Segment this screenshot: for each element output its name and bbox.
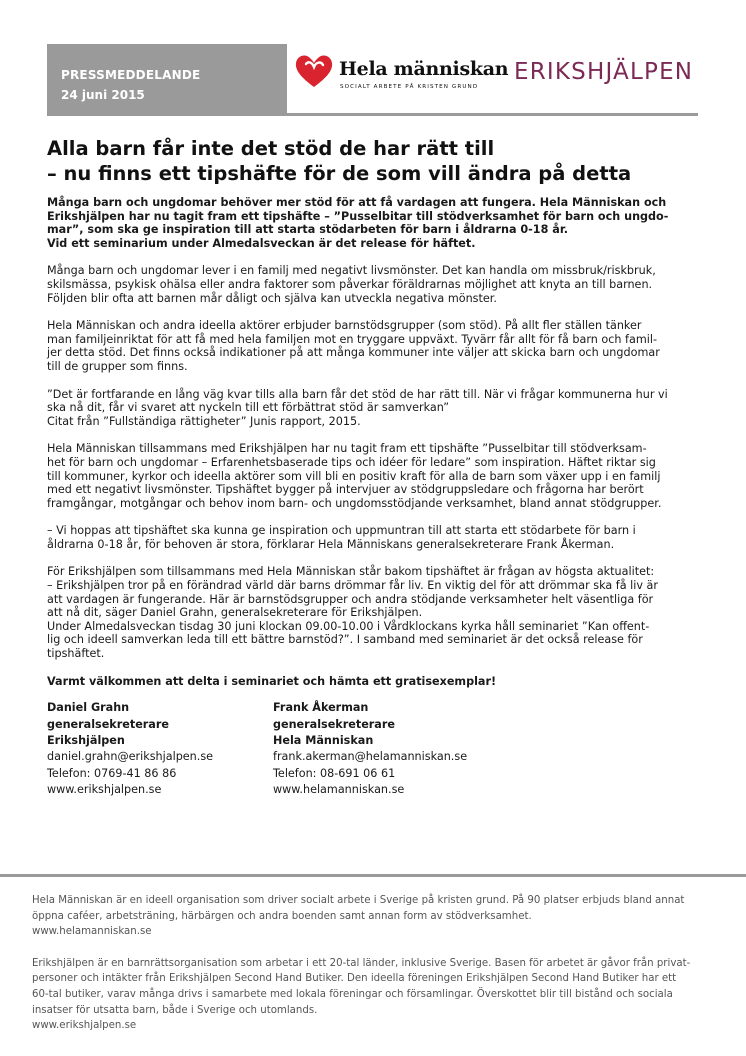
page-footer xyxy=(32,893,722,1034)
paragraph-4 xyxy=(47,442,697,510)
footer-divider xyxy=(0,874,746,877)
erikshjalpen-logo-text: ERIKSHJÄLPEN xyxy=(514,59,694,85)
logo-bar xyxy=(287,44,698,116)
text-line: – Erikshjälpen tror på en förändrad värld där barns drömmar får liv. En viktig del för att drömmar ska få liv är xyxy=(47,579,658,593)
text-line: Hela Människan och andra ideella aktörer erbjuder barnstödsgrupper (som stöd). På allt fler ställen tänker xyxy=(47,319,642,333)
footer-line: insatser för utsatta barn, både i Sverige och utomlands. xyxy=(32,1004,318,1016)
text-line: framgångar, motgångar och behov inom barn- och ungdomsstödjande verksamhet, bland annat stödgrupper. xyxy=(47,496,662,510)
text-line: att vardagen är fungerande. Här är barnstödsgrupper och andra stödjande verksamheter helt väsentliga för xyxy=(47,592,654,606)
paragraph-6 xyxy=(47,565,697,660)
text-line: Under Almedalsveckan tisdag 30 juni klockan 09.00-10.00 i Vårdklockans kyrka håll seminariet ”Kan offent- xyxy=(47,619,650,633)
text-line: ”Det är fortfarande en lång väg kvar tills alla barn får det stöd de har rätt till. När vi frågar kommunerna hur vi xyxy=(47,387,668,401)
contact-role: generalsekreterare xyxy=(273,717,395,731)
text-line: jer detta stöd. Det finns också indikationer på att många kommuner inte väljer att skicka barn och ungdomar xyxy=(47,346,660,360)
lead-line: Många barn och ungdomar behöver mer stöd för att få vardagen att fungera. Hela Människan och xyxy=(47,196,667,209)
text-line: – Vi hoppas att tipshäftet ska kunna ge inspiration och uppmuntran till att starta ett stödarbete för barn i xyxy=(47,524,636,538)
footer-line: Erikshjälpen är en barnrättsorganisation som arbetar i ett 20-tal länder, inklusive Sverige. Basen för arbetet är gåvor från privat- xyxy=(32,957,691,969)
text-line: till kommuner, kyrkor och ideella aktörer som vill bli en positiv kraft för alla de barn som växer upp i en familj xyxy=(47,469,661,483)
footer-line: 60-tal butiker, varav många drivs i samarbete med lokala föreningar och församlingar. Överskottet blir till bistånd och sociala xyxy=(32,988,673,1000)
lead-line: mar”, som ska ge inspiration till att starta stödarbeten för barn i åldrarna 0-18 år. xyxy=(47,223,568,237)
lead-paragraph xyxy=(47,196,697,250)
page-header xyxy=(0,44,746,116)
paragraph-1 xyxy=(47,264,697,305)
text-line: För Erikshjälpen som tillsammans med Hela Människan står bakom tipshäftet är frågan av högsta aktualitet: xyxy=(47,565,655,579)
contact-org: Erikshjälpen xyxy=(47,734,125,748)
text-line: Citat från ”Fullständiga rättigheter” Junis rapport, 2015. xyxy=(47,414,361,428)
contact-phone: Telefon: 08-691 06 61 xyxy=(273,766,396,780)
paragraph-2 xyxy=(47,319,697,373)
text-line: ska nå dit, får vi svaret att nyckeln till ett förbättrat stöd är samverkan” xyxy=(47,401,450,415)
contact-daniel-grahn xyxy=(47,700,213,798)
text-line: tipshäftet. xyxy=(47,647,105,661)
text-line: het för barn och ungdomar – Erfarenhetsbaserade tips och idéer för ledare” som inspiration. Häftet riktar sig xyxy=(47,455,656,469)
text-line: med ett negativt livsmönster. Tipshäftet bygger på intervjuer av stödgruppsledare och frågorna har berört xyxy=(47,483,644,497)
contact-web[interactable]: www.erikshjalpen.se xyxy=(47,783,162,797)
press-release-label: PRESSMEDDELANDE xyxy=(61,68,201,82)
title-line-1: Alla barn får inte det stöd de har rätt till xyxy=(47,137,495,160)
footer-line: Hela Människan är en ideell organisation som driver socialt arbete i Sverige på kristen grund. På 90 platser erbjuds bland annat xyxy=(32,895,685,906)
text-line: Följden blir ofta att barnen mår dåligt och själva kan utveckla negativa mönster. xyxy=(47,291,497,305)
text-line: till de grupper som finns. xyxy=(47,359,188,373)
footer-link[interactable]: www.erikshjalpen.se xyxy=(32,1020,137,1032)
text-line: Hela Människan tillsammans med Erikshjälpen har nu tagit fram ett tipshäfte ”Pusselbitar till stödverksam- xyxy=(47,442,647,456)
press-release-date: 24 juni 2015 xyxy=(61,88,145,102)
quote-paragraph xyxy=(47,388,697,429)
footer-line: öppna caféer, arbetsträning, härbärgen och andra boenden samt annan form av stödverksamhet. xyxy=(32,910,532,922)
hela-manniskan-logo-text: Hela människan xyxy=(339,58,509,80)
text-line: skilsmässa, psykisk ohälsa eller andra faktorer som påverkar föräldrarnas möjlighet att knyta an till barnen. xyxy=(47,277,653,291)
article-title xyxy=(47,136,697,186)
lead-line: Vid ett seminarium under Almedalsveckan är det release för häftet. xyxy=(47,236,476,250)
contact-name: Frank Åkerman xyxy=(273,701,369,715)
text-line: man familjeinriktat för att få med hela familjen mot en tryggare uppväxt. Tyvärr får allt för få barn och famil- xyxy=(47,332,657,346)
footer-erikshjalpen xyxy=(32,956,722,1034)
contacts xyxy=(47,700,697,810)
contact-phone: Telefon: 0769-41 86 86 xyxy=(47,766,177,780)
text-line: Många barn och ungdomar lever i en familj med negativt livsmönster. Det kan handla om missbruk/riskbruk, xyxy=(47,264,656,278)
contact-name: Daniel Grahn xyxy=(47,701,130,715)
hela-manniskan-tagline: SOCIALT ARBETE PÅ KRISTEN GRUND xyxy=(340,84,479,90)
text-line: att nå dit, säger Daniel Grahn, generalsekreterare för Erikshjälpen. xyxy=(47,606,423,620)
welcome-line: Varmt välkommen att delta i seminariet och hämta ett gratisexemplar! xyxy=(47,674,497,688)
press-release-label-box xyxy=(47,44,287,116)
contact-role: generalsekreterare xyxy=(47,717,169,731)
contact-web[interactable]: www.helamanniskan.se xyxy=(273,783,405,797)
footer-line: personer och intäkter från Erikshjälpen Second Hand Butiker. Den ideella föreningen Erikshjälpen Second Hand Butiker har ett xyxy=(32,973,677,985)
contact-email[interactable]: daniel.grahn@erikshjalpen.se xyxy=(47,750,214,764)
contact-org: Hela Människan xyxy=(273,734,374,748)
contact-frank-akerman xyxy=(273,700,467,798)
footer-link[interactable]: www.helamanniskan.se xyxy=(32,926,152,938)
heart-logo-icon xyxy=(294,52,334,90)
text-line: åldrarna 0-18 år, för behoven är stora, förklarar Hela Människans generalsekreterare Frank Åkerman. xyxy=(47,537,615,551)
title-line-2: – nu finns ett tipshäfte för de som vill ändra på detta xyxy=(47,162,632,185)
paragraph-5 xyxy=(47,524,697,551)
lead-line: Erikshjälpen har nu tagit fram ett tipshäfte – ”Pusselbitar till stödverksamhet för barn och ungdo- xyxy=(47,209,669,223)
contact-email[interactable]: frank.akerman@helamanniskan.se xyxy=(273,750,468,764)
article xyxy=(47,136,697,810)
text-line: lig och ideell samverkan leda till ett bättre barnstöd?”. I samband med seminariet är det också release för xyxy=(47,633,643,647)
footer-hela-manniskan xyxy=(32,893,722,940)
